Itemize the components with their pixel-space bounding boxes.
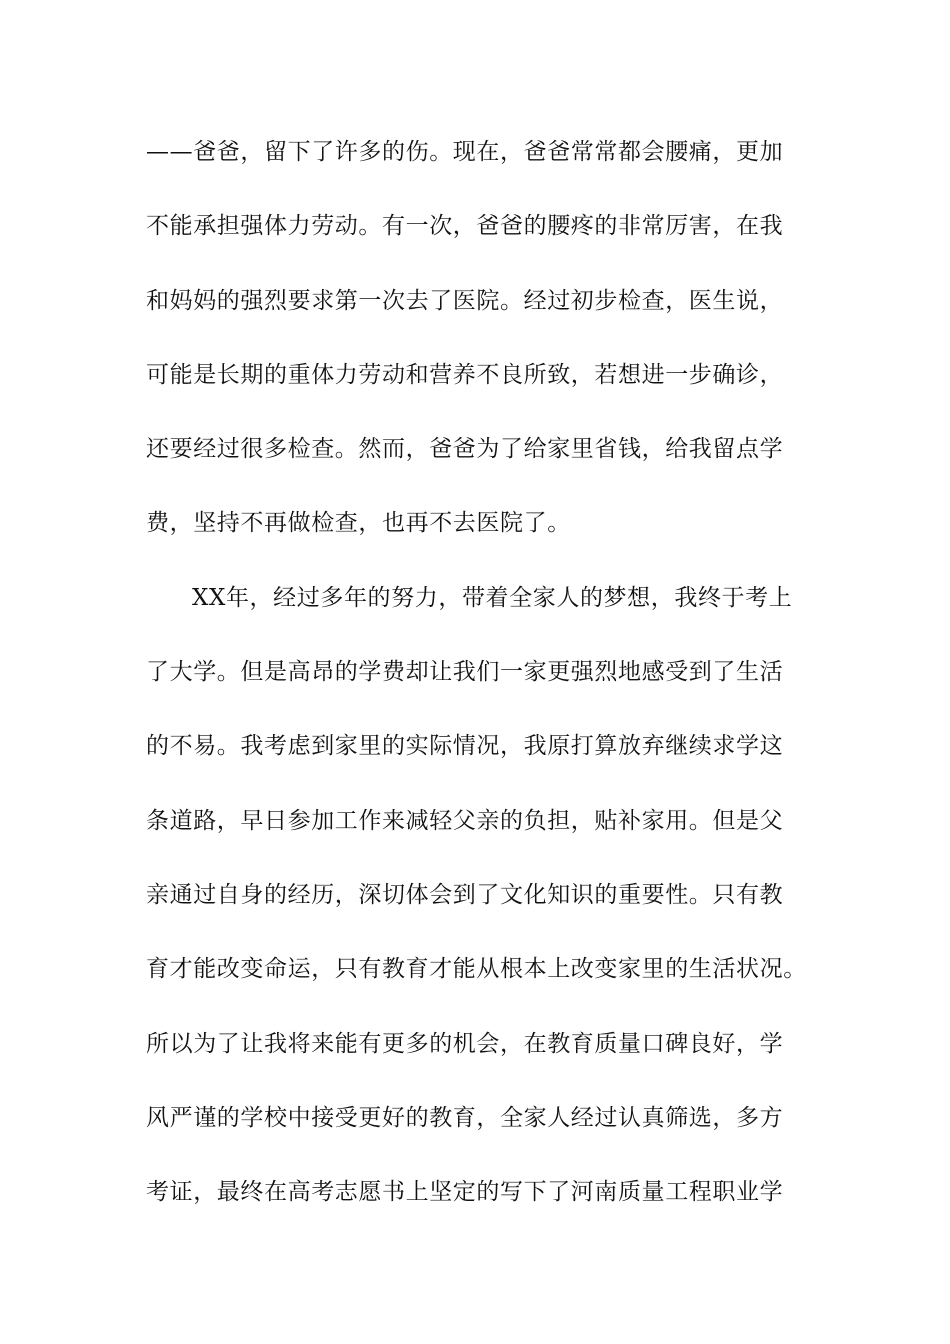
text-line: 所以为了让我将来能有更多的机会，在教育质量口碑良好，学	[146, 1030, 784, 1057]
text-line: 不能承担强体力劳动。有一次，爸爸的腰疼的非常厉害，在我	[146, 213, 784, 240]
text-line: 风严谨的学校中接受更好的教育，全家人经过认真筛选，多方	[146, 1104, 784, 1131]
text-line: 育才能改变命运，只有教育才能从根本上改变家里的生活状况。	[146, 956, 807, 983]
text-line: 亲通过自身的经历，深切体会到了文化知识的重要性。只有教	[146, 881, 784, 908]
text-line: 可能是长期的重体力劳动和营养不良所致，若想进一步确诊，	[146, 361, 784, 388]
text-line: 考证，最终在高考志愿书上坚定的写下了河南质量工程职业学	[146, 1179, 784, 1206]
body-text	[146, 130, 826, 1244]
text-line: ——爸爸，留下了许多的伤。现在，爸爸常常都会腰痛，更加	[146, 139, 784, 165]
text-line: 了大学。但是高昂的学费却让我们一家更强烈地感受到了生活	[146, 659, 784, 686]
text-line: 费，坚持不再做检查，也再不去医院了。	[146, 510, 571, 537]
text-line: 的不易。我考虑到家里的实际情况，我原打算放弃继续求学这	[146, 733, 784, 760]
text-line: 和妈妈的强烈要求第一次去了医院。经过初步检查，医生说，	[146, 287, 784, 314]
text-line: 条道路，早日参加工作来减轻父亲的负担，贴补家用。但是父	[146, 807, 784, 834]
text-line: 还要经过很多检查。然而，爸爸为了给家里省钱，给我留点学	[146, 436, 784, 463]
paragraph-start-line: XX年，经过多年的努力，带着全家人的梦想，我终于考上	[192, 584, 793, 611]
